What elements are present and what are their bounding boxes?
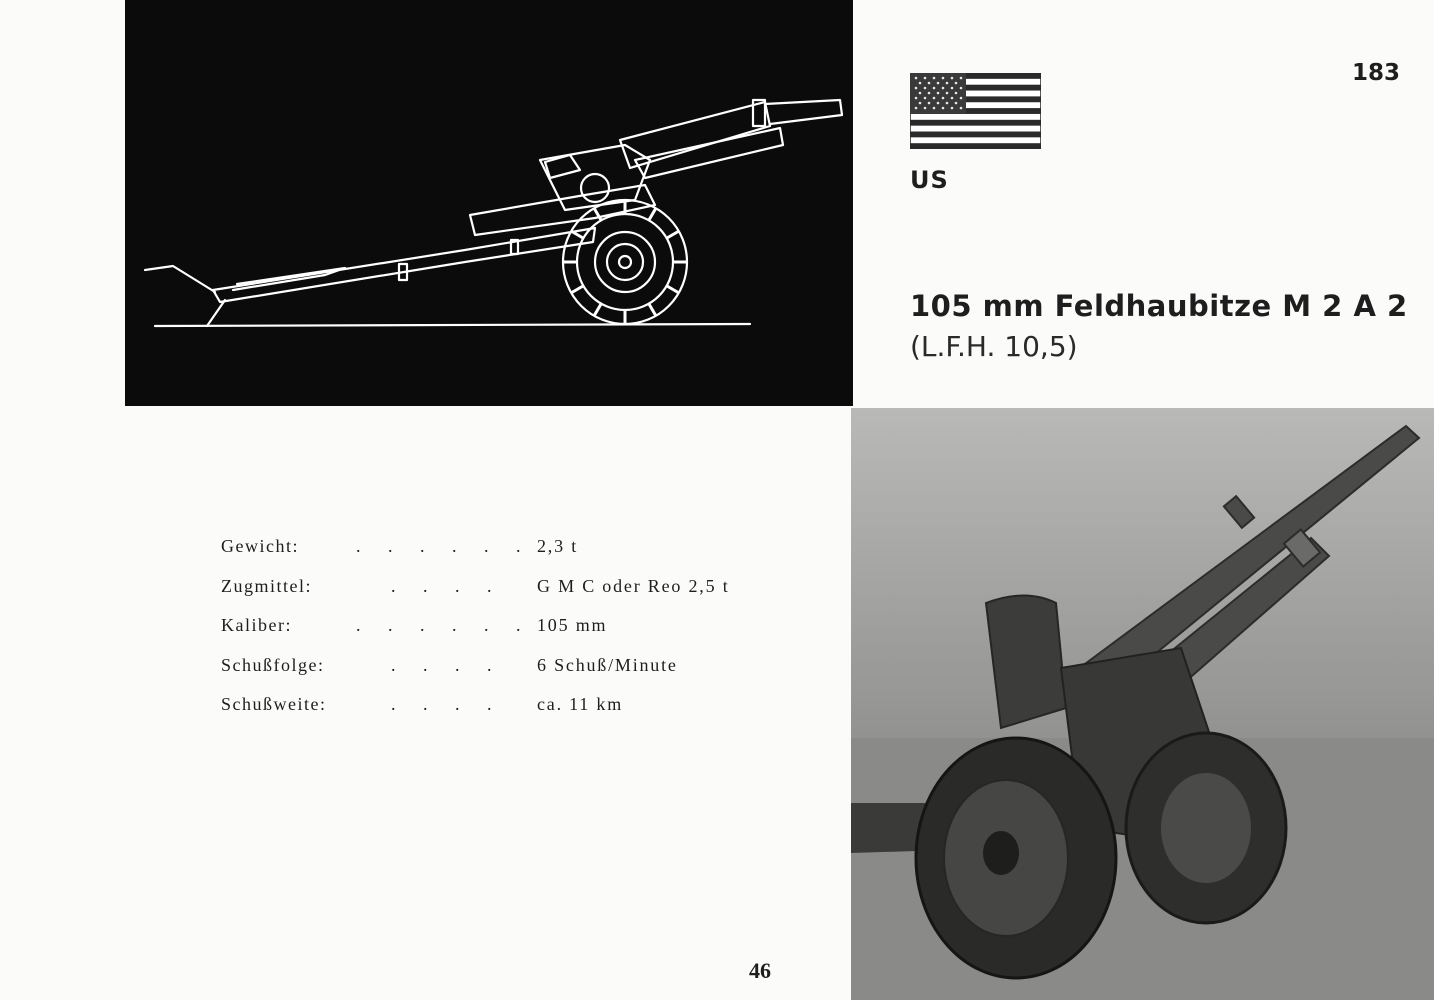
spec-label: Zugmittel:: [221, 575, 312, 596]
spec-label: Kaliber:: [221, 615, 292, 635]
spec-value: 6 Schuß/Minute: [537, 654, 678, 675]
page-title: 105 mm Feldhaubitze M 2 A 2: [910, 289, 1408, 323]
spec-leader-dots: . . . . . .: [356, 615, 522, 635]
spec-leader-dots: . . . .: [391, 654, 493, 675]
spec-leader-dots: . . . .: [391, 575, 493, 596]
spec-label: Gewicht:: [221, 536, 299, 556]
spec-label: Schußfolge:: [221, 654, 325, 675]
catalog-number: 183: [1351, 60, 1400, 86]
spec-row-schussweite: [221, 694, 781, 734]
spec-row-kaliber: [221, 615, 781, 655]
us-flag-icon: [910, 73, 1041, 149]
spec-leader-dots: . . . .: [391, 694, 493, 714]
spec-label: Schußweite:: [221, 694, 327, 714]
page-subtitle: (L.F.H. 10,5): [910, 330, 1078, 363]
country-code: US: [910, 166, 949, 194]
spec-row-zugmittel: [221, 576, 781, 616]
spec-value: 105 mm: [537, 615, 608, 635]
howitzer-silhouette-icon: [125, 0, 853, 406]
spec-row-gewicht: [221, 536, 781, 576]
howitzer-silhouette-drawing: [125, 0, 853, 406]
spec-row-schussfolge: [221, 655, 781, 695]
page-number: 46: [749, 958, 771, 983]
howitzer-photo: [851, 408, 1434, 1000]
spec-value: G M C oder Reo 2,5 t: [537, 575, 730, 596]
spec-value: ca. 11 km: [537, 694, 624, 714]
spec-value: 2,3 t: [537, 536, 579, 556]
howitzer-photo-icon: [851, 408, 1434, 1000]
spec-table: [221, 536, 781, 734]
spec-leader-dots: . . . . . .: [356, 536, 522, 556]
